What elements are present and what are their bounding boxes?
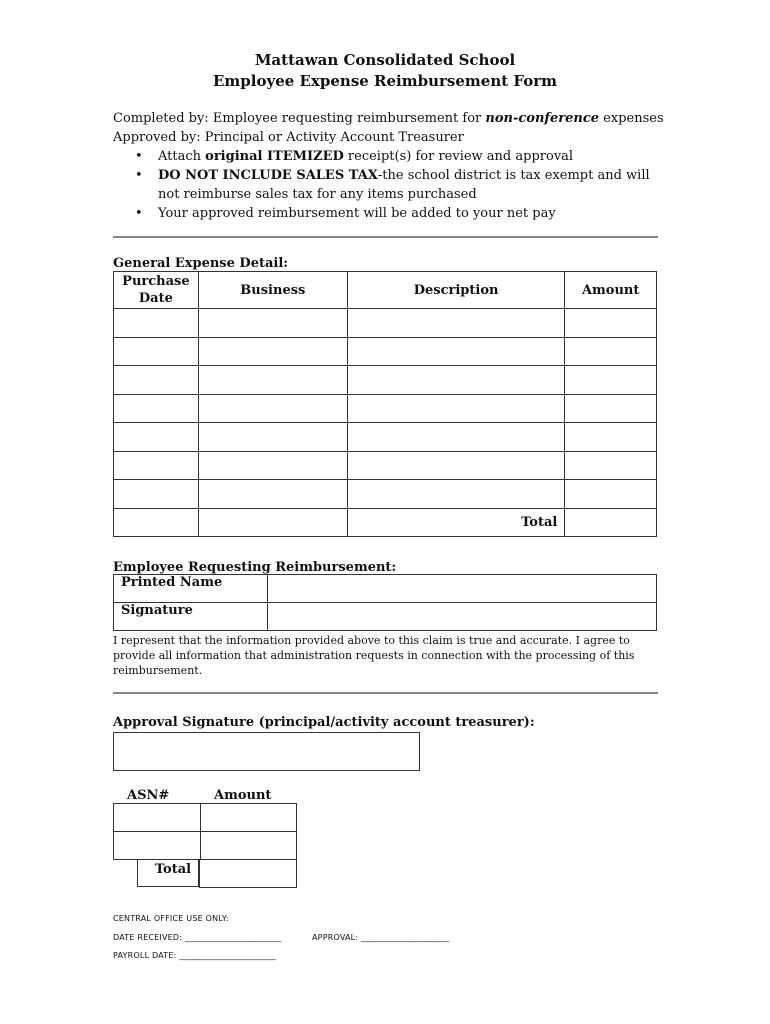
- payroll-date-line: PAYROLL DATE: _______________________: [113, 951, 276, 960]
- table-row: [114, 832, 297, 860]
- expense-header-row: [114, 272, 657, 309]
- approved-by-line: Approved by: Principal or Activity Account Treasurer: [113, 130, 464, 145]
- col-business: Business: [198, 272, 347, 309]
- form-title-line1: Mattawan Consolidated School: [254, 51, 516, 69]
- purchase-date-cell[interactable]: [114, 338, 199, 366]
- employee-table: [113, 574, 657, 631]
- table-row: [114, 395, 657, 423]
- description-cell[interactable]: [347, 309, 565, 338]
- asn-cell[interactable]: [114, 804, 201, 832]
- purchase-date-cell[interactable]: [114, 480, 199, 509]
- business-cell[interactable]: [198, 423, 347, 452]
- completed-by-prefix: Completed by: Employee requesting reimbursement for: [113, 111, 486, 126]
- instruction-text: Attach: [158, 149, 206, 164]
- expense-heading: General Expense Detail:: [113, 256, 289, 271]
- total-spacer-cell: [198, 509, 347, 537]
- instruction-emphasis: DO NOT INCLUDE SALES TAX: [158, 168, 378, 183]
- purchase-date-cell[interactable]: [114, 423, 199, 452]
- asn-total-amount-cell[interactable]: [199, 859, 297, 888]
- total-row: [114, 509, 657, 537]
- description-cell[interactable]: [347, 423, 565, 452]
- asn-total-label: Total: [154, 862, 192, 877]
- printed-name-label: Printed Name: [114, 575, 268, 603]
- approval-heading: Approval Signature (principal/activity account treasurer):: [113, 715, 535, 730]
- amount-cell[interactable]: [565, 338, 657, 366]
- section-divider: [113, 692, 658, 694]
- form-title-line2: Employee Expense Reimbursement Form: [213, 72, 557, 90]
- business-cell[interactable]: [198, 309, 347, 338]
- instruction-text: -the school district is tax exempt and will not reimburse sales tax for any items purchased: [158, 168, 650, 202]
- amount-cell[interactable]: [565, 423, 657, 452]
- instruction-text: receipt(s) for review and approval: [343, 149, 574, 164]
- table-row: [114, 480, 657, 509]
- completed-by-line: [113, 109, 673, 128]
- description-cell[interactable]: [347, 338, 565, 366]
- table-row: [114, 366, 657, 395]
- asn-total-label-cell: [137, 859, 199, 887]
- description-cell[interactable]: [347, 366, 565, 395]
- business-cell[interactable]: [198, 480, 347, 509]
- total-label: Total: [347, 509, 565, 537]
- table-row: [114, 423, 657, 452]
- table-row: [114, 804, 297, 832]
- asn-label: ASN#: [127, 788, 170, 803]
- description-cell[interactable]: [347, 452, 565, 480]
- business-cell[interactable]: [198, 395, 347, 423]
- total-amount-cell[interactable]: [565, 509, 657, 537]
- amount-label: Amount: [214, 788, 272, 803]
- purchase-date-cell[interactable]: [114, 309, 199, 338]
- col-purchase-date: Purchase Date: [114, 272, 199, 309]
- amount-cell[interactable]: [565, 309, 657, 338]
- instructions-list: [113, 147, 673, 223]
- description-cell[interactable]: [347, 480, 565, 509]
- business-cell[interactable]: [198, 366, 347, 395]
- instruction-item: • Your approved reimbursement will be added to your net pay: [113, 204, 673, 223]
- amount-cell[interactable]: [565, 366, 657, 395]
- table-row: [114, 338, 657, 366]
- employee-heading: Employee Requesting Reimbursement:: [113, 560, 397, 575]
- section-divider: [113, 236, 658, 238]
- table-row: [114, 309, 657, 338]
- signature-field[interactable]: [268, 603, 657, 631]
- completed-by-emphasis: non-conference: [485, 111, 600, 126]
- purchase-date-cell[interactable]: [114, 452, 199, 480]
- intro-section: [113, 109, 673, 223]
- asn-cell[interactable]: [114, 832, 201, 860]
- expense-table: [113, 271, 657, 537]
- business-cell[interactable]: [198, 452, 347, 480]
- purchase-date-cell[interactable]: [114, 366, 199, 395]
- instruction-item: [113, 147, 673, 166]
- description-cell[interactable]: [347, 395, 565, 423]
- signature-label: Signature: [114, 603, 268, 631]
- amount-cell[interactable]: [565, 395, 657, 423]
- date-received-line: DATE RECEIVED: _______________________: [113, 933, 282, 942]
- asn-table: [113, 803, 297, 860]
- purchase-date-cell[interactable]: [114, 395, 199, 423]
- asn-amount-cell[interactable]: [201, 832, 297, 860]
- total-spacer-cell: [114, 509, 199, 537]
- col-description: Description: [347, 272, 565, 309]
- asn-amount-cell[interactable]: [201, 804, 297, 832]
- approval-line: APPROVAL: _____________________: [312, 933, 450, 942]
- printed-name-row: [114, 575, 657, 603]
- amount-cell[interactable]: [565, 480, 657, 509]
- attestation-text: I represent that the information provided above to this claim is true and accurate. I agree to provide all information that administration requests in connection with the processing of this reimbursement.: [113, 634, 635, 677]
- instruction-item: [113, 166, 673, 204]
- printed-name-field[interactable]: [268, 575, 657, 603]
- instruction-emphasis: original ITEMIZED: [205, 149, 344, 164]
- signature-row: [114, 603, 657, 631]
- amount-cell[interactable]: [565, 452, 657, 480]
- col-amount: Amount: [565, 272, 657, 309]
- table-row: [114, 452, 657, 480]
- completed-by-suffix: expenses: [599, 111, 664, 126]
- approval-signature-box[interactable]: [113, 732, 420, 771]
- office-heading: CENTRAL OFFICE USE ONLY:: [113, 914, 229, 923]
- business-cell[interactable]: [198, 338, 347, 366]
